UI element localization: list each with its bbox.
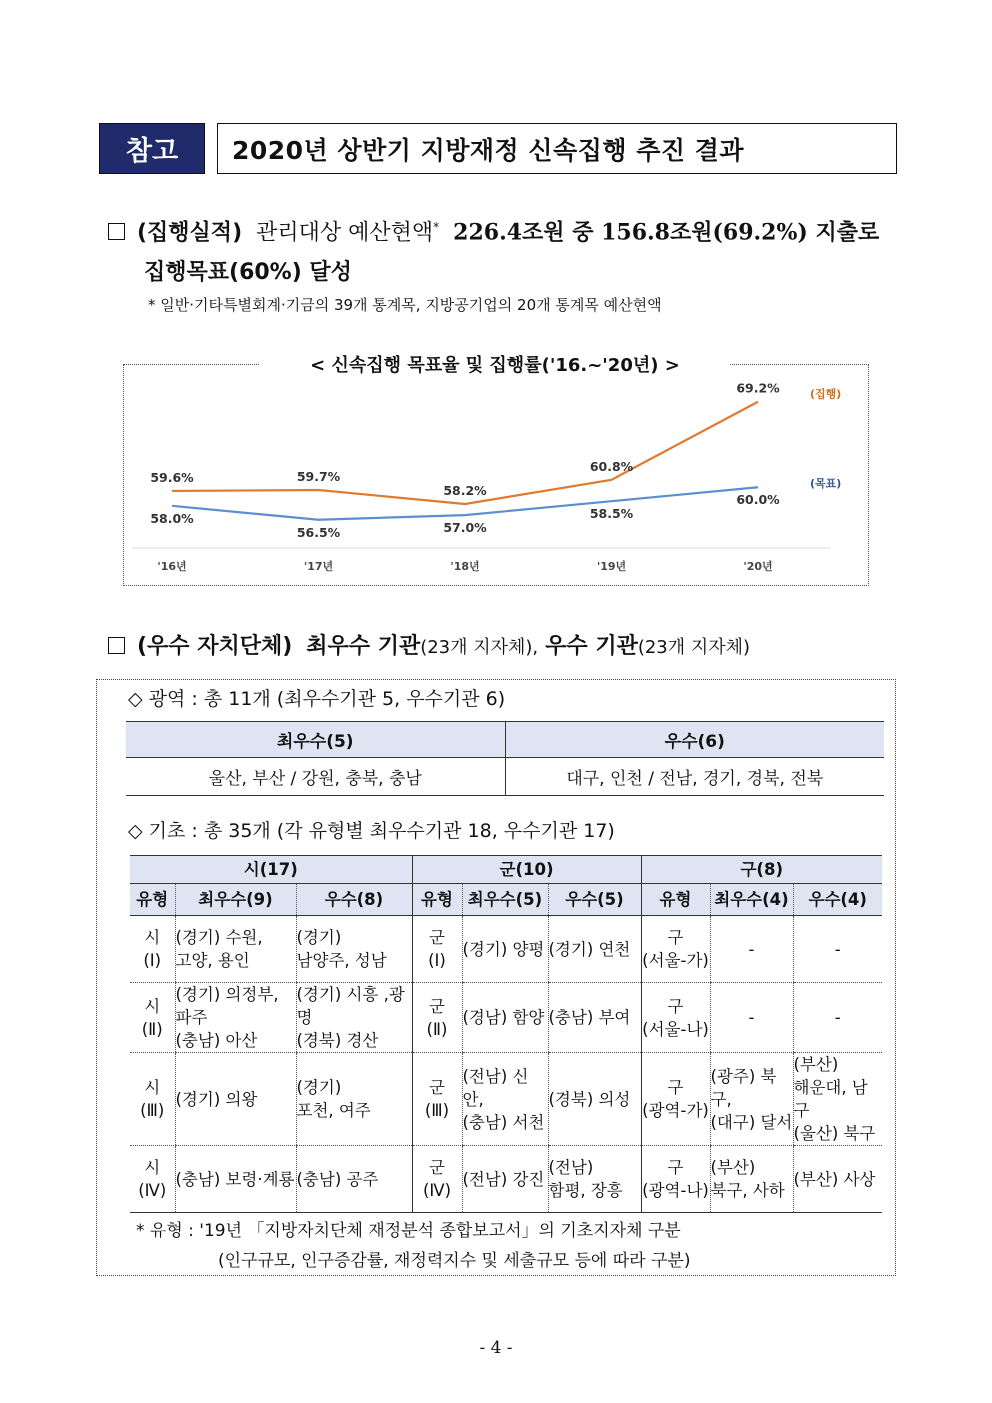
wide-val-best: 울산, 부산 / 강원, 충북, 충남 [126,758,505,796]
table-cell: (충남) 공주 [296,1146,412,1213]
section-excellent [108,627,750,668]
data-label: 59.7% [296,469,341,485]
table-cell: (전남) 신안, (충남) 서천 [462,1053,548,1146]
data-label: 59.6% [150,469,194,485]
subhead-cell: 유형 [130,884,175,916]
section1-label: (집행실적) [137,220,243,246]
table-cell: 시 (Ⅳ) [130,1146,175,1213]
wide-col-best: 최우수(5) [126,722,505,758]
page-title-text: 2020년 상반기 지방재정 신속집행 추진 결과 [232,135,744,165]
group-gu: 구(8) [641,856,882,884]
data-label: 60.8% [589,458,634,474]
subhead-cell: 유형 [641,884,710,916]
table-cell: 구 (서울-나) [641,983,710,1053]
table-row [130,1146,882,1213]
table-row [130,1053,882,1146]
table-cell: 구 (광역-가) [641,1053,710,1146]
subhead-cell: 최우수(9) [175,884,296,916]
wide-val-good: 대구, 인천 / 전남, 경기, 경북, 전북 [505,758,884,796]
subhead-cell: 우수(4) [793,884,882,916]
section1-line2: 집행목표(60%) 달성 [144,260,352,286]
x-tick-label: '19년 [596,560,627,573]
table-cell: (경기) 연천 [548,916,641,983]
chart-title: < 신속집행 목표율 및 집행률('16.~'20년) > [260,352,730,380]
table-cell: 시 (Ⅰ) [130,916,175,983]
data-label: 69.2% [736,380,780,396]
data-label: 58.5% [589,506,634,522]
table-cell: - [710,983,793,1053]
table-cell: (부산) 북구, 사하 [710,1146,793,1213]
table-cell: (충남) 보령·계룡 [175,1146,296,1213]
table-cell: (전남) 강진 [462,1146,548,1213]
table-cell: 시 (Ⅱ) [130,983,175,1053]
table-cell: (충남) 부여 [548,983,641,1053]
section1-note: * 일반·기타특별회계·기금의 39개 통계목, 지방공기업의 20개 통계목 예산현액 [148,296,662,314]
page-number: - 4 - [479,1338,513,1358]
series-name-label: (집행) [810,387,842,401]
table-cell: (경기) 포천, 여주 [296,1053,412,1146]
checkbox-square-icon [108,223,125,240]
section1-text-a: 관리대상 예산현액 [256,220,434,246]
section2-b: 우수 기관 [545,634,638,659]
group-si: 시(17) [130,856,412,884]
chart-frame [123,364,869,586]
table-cell: - [793,983,882,1053]
footnote-star: * [433,220,440,234]
table-cell: 군 (Ⅰ) [412,916,462,983]
footnote-1: * 유형 : '19년 「지방자치단체 재정분석 종합보고서」의 기초지자체 구분 [136,1221,681,1241]
section2-label: (우수 자치단체) [137,634,293,659]
table-cell: (경기) 양평 [462,916,548,983]
section2-b-paren: (23개 지자체) [637,637,751,658]
x-tick-label: '17년 [303,560,334,573]
table-cell: (경기) 시흥 ,광명 (경북) 경산 [296,983,412,1053]
section2-a-paren: (23개 지자체), [420,637,539,658]
table-cell: (경기) 수원, 고양, 용인 [175,916,296,983]
data-label: 56.5% [296,524,341,540]
data-label: 58.0% [150,510,194,526]
table-row [130,916,882,983]
table-cell: - [793,916,882,983]
x-tick-label: '16년 [157,560,187,573]
table-cell: (경남) 함양 [462,983,548,1053]
footnote-2: (인구규모, 인구증감률, 재정력지수 및 세출규모 등에 따라 구분) [218,1251,691,1271]
table-cell: (전남) 함평, 장흥 [548,1146,641,1213]
table-cell: 시 (Ⅲ) [130,1053,175,1146]
wide-table [126,721,884,796]
table-cell: 구 (광역-나) [641,1146,710,1213]
table-cell: (경북) 의성 [548,1053,641,1146]
page-title [217,123,897,174]
table-cell: (경기) 의왕 [175,1053,296,1146]
basic-table [130,855,882,1213]
table-cell: 군 (Ⅳ) [412,1146,462,1213]
subhead-cell: 최우수(5) [462,884,548,916]
reference-tag: 참고 [99,123,205,174]
group-gun: 군(10) [412,856,641,884]
section1-text-b: 226.4조원 중 156.8조원(69.2%) 지출로 [453,219,880,246]
data-label: 58.2% [443,482,487,498]
subhead-cell: 우수(8) [296,884,412,916]
series-name-label: (목표) [810,477,842,491]
wide-col-good: 우수(6) [505,722,884,758]
subhead-cell: 최우수(4) [710,884,793,916]
checkbox-square-icon [108,637,125,654]
table-cell: (광주) 북구, (대구) 달서 [710,1053,793,1146]
subhead-cell: 우수(5) [548,884,641,916]
data-label: 60.0% [736,492,780,508]
table-cell: 군 (Ⅲ) [412,1053,462,1146]
data-label: 57.0% [443,520,487,536]
line-chart [124,365,868,585]
subhead-cell: 유형 [412,884,462,916]
basic-heading: ◇ 기초 : 총 35개 (각 유형별 최우수기관 18, 우수기관 17) [128,820,615,842]
x-tick-label: '20년 [743,560,773,573]
section2-a: 최우수 기관 [306,634,421,659]
table-cell: - [710,916,793,983]
section-execution [108,207,898,293]
wide-heading: ◇ 광역 : 총 11개 (최우수기관 5, 우수기관 6) [128,688,506,710]
table-cell: (부산) 해운대, 남구 (울산) 북구 [793,1053,882,1146]
table-cell: 구 (서울-가) [641,916,710,983]
table-cell: (경기) 의정부, 파주 (충남) 아산 [175,983,296,1053]
table-cell: (경기) 남양주, 성남 [296,916,412,983]
x-tick-label: '18년 [450,560,480,573]
table-cell: 군 (Ⅱ) [412,983,462,1053]
table-cell: (부산) 사상 [793,1146,882,1213]
table-row [130,983,882,1053]
